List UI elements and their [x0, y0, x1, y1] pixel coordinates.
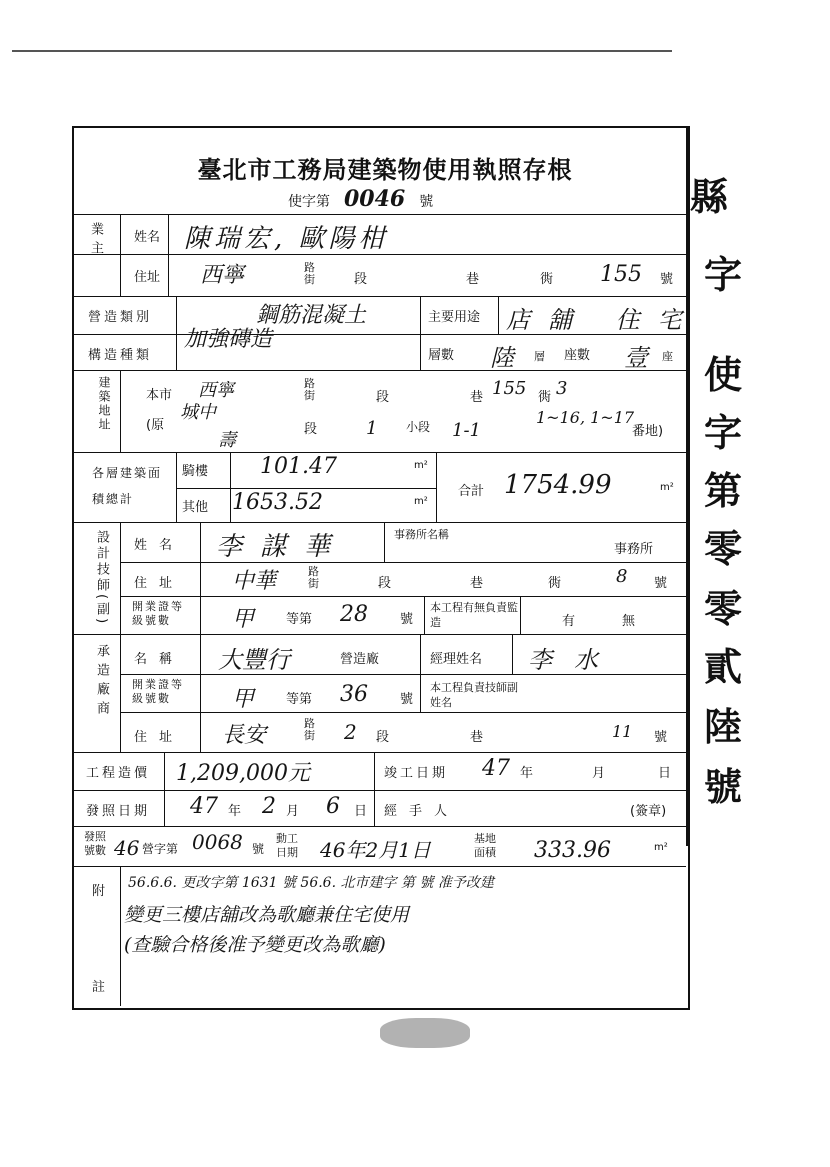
contractor-section-value: 2 [344, 720, 357, 744]
row-rule [120, 712, 686, 713]
row-rule [72, 370, 686, 371]
designer-road-label: 路 街 [308, 565, 319, 590]
designer-name-label: 姓名 [134, 538, 185, 553]
contractor-manager-label: 經理姓名 [430, 652, 483, 667]
site-section-label: 段 [376, 390, 390, 405]
col-rule [420, 634, 421, 712]
designer-address-label: 住址 [134, 576, 185, 591]
site-lane-label: 巷 [470, 390, 484, 405]
issue-month-label: 月 [286, 804, 300, 819]
site-old-label: (原 [146, 418, 165, 433]
arcade-unit: m² [414, 460, 428, 471]
other-unit: m² [414, 496, 428, 507]
designer-number-label: 號 [654, 576, 668, 591]
col-rule [420, 296, 421, 370]
designer-lane-label: 巷 [470, 576, 484, 591]
total-unit: m² [660, 482, 674, 493]
col-rule [230, 452, 231, 522]
arcade-label: 騎樓 [182, 464, 209, 479]
contractor-cert-number: 36 [340, 682, 368, 707]
site-old-section-value: 1 [366, 418, 378, 439]
site-city-label: 本市 [146, 388, 173, 403]
side-char: 貳 [704, 644, 743, 689]
scan-edge-line [12, 50, 672, 52]
contractor-name-label: 名稱 [134, 652, 185, 667]
owner-name-value: 陳瑞宏, 歐陽柑 [184, 224, 389, 254]
row-rule [120, 596, 686, 597]
col-rule [424, 596, 425, 634]
owner-address-city: 西寧 [200, 263, 245, 288]
col-rule [374, 752, 375, 826]
col-rule [120, 214, 121, 296]
owner-road-label: 路 街 [304, 261, 315, 286]
site-street-label: 衖 [538, 390, 552, 405]
blocks-unit: 座 [662, 350, 673, 363]
seal-label: (簽章) [630, 804, 667, 819]
designer-cert-prefix: 等第 [286, 612, 313, 627]
arcade-value: 101.47 [260, 454, 337, 479]
cost-label: 工程造價 [86, 766, 151, 781]
contractor-cert-label: 開業證等級號數 [132, 678, 184, 705]
issue-label: 發照日期 [86, 804, 151, 819]
row-rule [72, 826, 686, 827]
designer-label: 設計技師(副) [94, 530, 109, 627]
site-lane-value: 155 [492, 378, 527, 399]
contractor-cert-grade: 甲 [232, 687, 255, 712]
site-label: 建築地址 [97, 376, 111, 432]
site-road-value: 西寧 [198, 380, 234, 401]
designer-cert-number: 28 [340, 602, 368, 627]
completion-day-label: 日 [658, 766, 672, 781]
other-label: 其他 [182, 500, 209, 515]
designer-office-suffix: 事務所 [614, 542, 654, 557]
contractor-address-label: 住址 [134, 730, 185, 745]
side-char: 零 [704, 526, 743, 571]
construction-permit-year: 46 [114, 836, 140, 860]
remarks-line-2: 變更三樓店舖改為歌廳兼住宅使用 [124, 904, 410, 926]
issue-month: 2 [262, 794, 276, 819]
designer-street-label: 衖 [548, 576, 562, 591]
side-char: 縣 [690, 174, 729, 219]
row-rule [72, 522, 686, 523]
designer-cert-suffix: 號 [400, 612, 414, 627]
start-value: 46年2月1日 [320, 838, 431, 862]
issue-day-label: 日 [354, 804, 368, 819]
issue-year: 47 [190, 794, 218, 819]
row-rule [176, 488, 436, 489]
side-char: 零 [704, 586, 743, 631]
area-label: 各層建築面積總計 [92, 466, 163, 506]
row-rule [72, 214, 686, 215]
designer-yes-label: 有 [562, 614, 576, 629]
side-char: 使 [704, 352, 743, 397]
main-use-label: 主要用途 [428, 310, 481, 325]
issue-year-label: 年 [228, 804, 242, 819]
completion-year: 47 [482, 756, 510, 781]
document-title: 臺北市工務局建築物使用執照存根 [197, 155, 573, 184]
contractor-engineer-label: 本工程負責技師副姓名 [430, 681, 518, 709]
site-old-area-value: 城中 [180, 402, 216, 423]
completion-month-label: 月 [592, 766, 606, 781]
row-rule [120, 562, 686, 563]
construction-permit-prefix: 營字第 [142, 842, 179, 856]
side-char: 陸 [704, 704, 743, 749]
site-street-value: 3 [556, 378, 568, 399]
col-rule [164, 752, 165, 826]
contractor-lane-label: 巷 [470, 730, 484, 745]
designer-name-value: 李謀華 [216, 532, 349, 562]
total-value: 1754.99 [504, 470, 612, 500]
contractor-label: 承造廠商 [94, 644, 109, 720]
contractor-number-label: 號 [654, 730, 668, 745]
col-rule [384, 522, 385, 562]
owner-lane-label: 巷 [466, 272, 480, 287]
col-rule [436, 452, 437, 522]
permit-suffix: 號 [419, 194, 434, 210]
col-rule [120, 370, 121, 452]
designer-cert-grade: 甲 [232, 607, 255, 632]
contractor-type-label: 營造廠 [340, 652, 380, 667]
permit-number-value: 0046 [344, 186, 406, 212]
col-rule [176, 296, 177, 370]
remarks-line-1: 56.6.6. 更改字第 1631 號 56.6. 北市建字 第 號 准予改建 [128, 875, 494, 891]
remarks-line-3: (查驗合格後准予變更改為歌廳) [124, 934, 386, 956]
start-label: 動工日期 [276, 832, 298, 859]
floors-unit: 層 [534, 350, 545, 363]
floors-label: 層數 [428, 348, 455, 363]
permit-prefix: 使字第 [288, 194, 330, 210]
completion-label: 竣工日期 [384, 766, 449, 781]
contractor-manager-value: 李水 [528, 646, 620, 674]
adjacent-page-strip [686, 126, 826, 846]
row-rule [72, 866, 686, 867]
scan-smudge [380, 1018, 470, 1048]
designer-no-label: 無 [622, 614, 636, 629]
site-subsection-label: 小段 [406, 420, 431, 434]
completion-year-label: 年 [520, 766, 534, 781]
category-label: 營造類別 [88, 310, 153, 325]
remarks-label-bottom: 註 [92, 980, 106, 995]
owner-address-label: 住址 [134, 270, 161, 285]
construction-permit-number: 0068 [192, 830, 243, 854]
contractor-road-label: 路 街 [304, 717, 315, 742]
side-char: 字 [704, 410, 743, 455]
contractor-number-value: 11 [612, 722, 633, 741]
contractor-cert-suffix: 號 [400, 692, 414, 707]
remarks-label-top: 附 [92, 884, 106, 899]
owner-number-value: 155 [600, 262, 642, 287]
col-rule [498, 296, 499, 334]
site-area-unit: m² [654, 842, 668, 853]
owner-street-label: 衖 [540, 272, 554, 287]
contractor-address-value: 長安 [222, 723, 267, 748]
contractor-cert-prefix: 等第 [286, 692, 313, 707]
designer-office-label: 事務所名稱 [394, 528, 449, 541]
side-char: 第 [704, 468, 743, 513]
side-char: 字 [704, 252, 743, 297]
col-rule [520, 596, 521, 634]
blocks-label: 座數 [564, 348, 591, 363]
owner-section-label: 段 [354, 272, 368, 287]
issue-day: 6 [326, 794, 340, 819]
designer-cert-label: 開業證等級號數 [132, 600, 184, 627]
site-area-label: 基地面積 [474, 832, 496, 859]
site-road-label: 路 街 [304, 377, 315, 402]
total-label: 合計 [458, 484, 485, 499]
designer-address-value: 中華 [232, 569, 277, 594]
site-subsection-value: 1-1 [452, 420, 481, 441]
main-use-value: 店舖 住宅 [506, 306, 700, 334]
site-old-addr-value: 壽 [218, 430, 236, 451]
row-rule [72, 452, 686, 453]
other-value: 1653.52 [232, 490, 323, 515]
site-plot-label: 番地) [632, 424, 664, 439]
construction-permit-suffix: 號 [252, 842, 265, 856]
construction-permit-label: 發照號數 [84, 830, 106, 857]
structure-label: 構造種類 [88, 348, 153, 363]
floors-value: 陸 [490, 344, 514, 372]
cost-value: 1,209,000元 [176, 761, 310, 786]
blocks-value: 壹 [624, 344, 648, 372]
site-old-section-label: 段 [304, 422, 318, 437]
site-area-value: 333.96 [534, 838, 611, 863]
col-rule [168, 214, 169, 296]
owner-group-label: 業主 [88, 222, 103, 260]
side-char: 號 [704, 764, 743, 809]
designer-number-value: 8 [616, 566, 628, 587]
designer-supervise-label: 本工程有無負責監造 [430, 601, 518, 629]
col-rule [512, 634, 513, 674]
owner-name-label: 姓名 [134, 230, 161, 245]
category-value: 加強磚造 [184, 327, 273, 352]
col-rule [200, 522, 201, 752]
contractor-section-label: 段 [376, 730, 390, 745]
contractor-name-value: 大豐行 [218, 646, 290, 674]
handler-label: 經手人 [384, 804, 460, 819]
owner-number-label: 號 [660, 272, 674, 287]
row-rule [72, 634, 686, 635]
col-rule [176, 452, 177, 522]
structure-value: 鋼筋混凝土 [256, 303, 367, 328]
col-rule [120, 522, 121, 752]
row-rule [72, 296, 686, 297]
site-plot-value: 1~16, 1~17 [536, 408, 635, 427]
col-rule [120, 866, 121, 1006]
designer-section-label: 段 [378, 576, 392, 591]
